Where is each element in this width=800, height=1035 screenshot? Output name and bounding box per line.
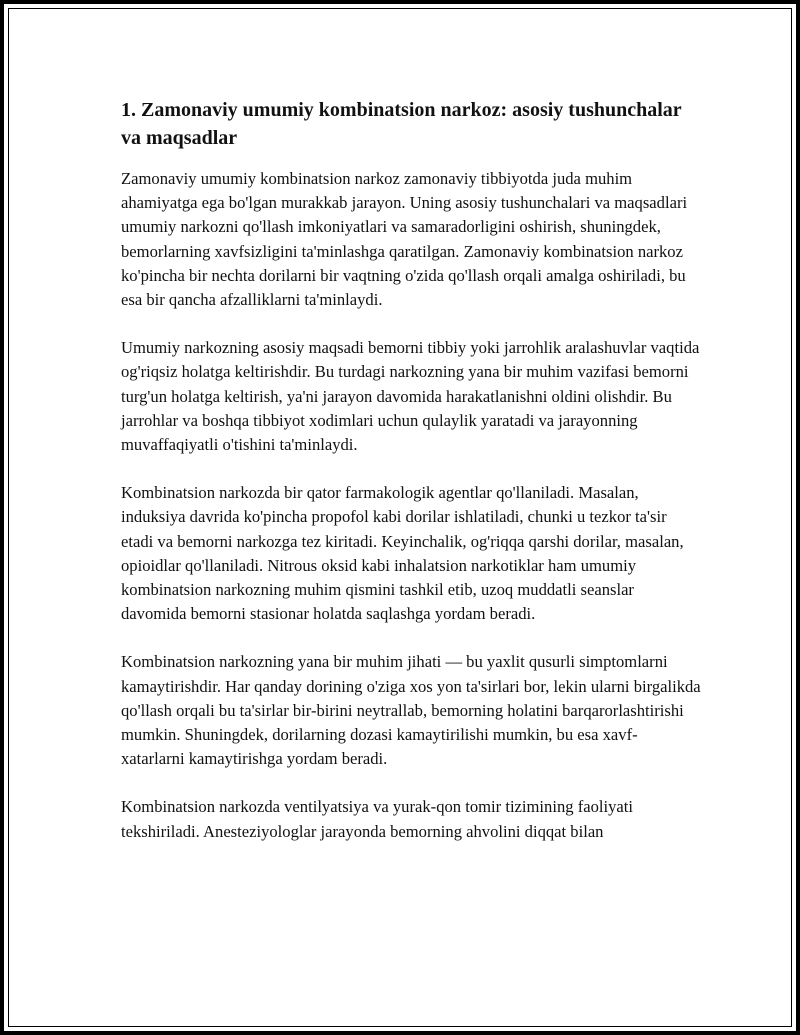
section-heading: 1. Zamonaviy umumiy kombinatsion narkoz: asosiy tushunchalar va maqsadlar [121, 99, 682, 149]
document-body [121, 96, 701, 868]
paragraph: Kombinatsion narkozda bir qator farmakologik agentlar qo'llaniladi. Masalan, induksiya davrida ko'pincha propofol kabi dorilar ishlatiladi, chunki u tezkor ta'sir etadi va bemorni narkozga tez kiritadi. Keyinchalik, og'riqqa qarshi dorilar, masalan, opioidlar qo'llaniladi. Nitrous oksid kabi inhalatsion narkotiklar ham umumiy kombinatsion narkozning muhim qismini tashkil etib, uzoq muddatli seanslar davomida bemorni stasionar holatda saqlashga yordam beradi. [121, 483, 684, 624]
paragraph: Zamonaviy umumiy kombinatsion narkoz zamonaviy tibbiyotda juda muhim ahamiyatga ega bo'lgan murakkab jarayon. Uning asosiy tushunchalari va maqsadlari umumiy narkozni qo'llash imkoniyatlari va samaradorligini oshirish, shuningdek, bemorlarning xavfsizligini ta'minlashga qaratilgan. Zamonaviy kombinatsion narkoz ko'pincha bir nechta dorilarni bir vaqtning o'zida qo'llash orqali amalga oshiriladi, bu esa bir qancha afzalliklarni ta'minlaydi. [121, 169, 688, 310]
paragraph: Kombinatsion narkozning yana bir muhim jihati — bu yaxlit qusurli simptomlarni kamaytirishdir. Har qanday dorining o'ziga xos yon ta'sirlari bor, lekin ularni birgalikda qo'llash orqali bu ta'sirlar bir-birini neytrallab, bemorning holatini barqarorlashtirishi mumkin. Shuningdek, dorilarning dozasi kamaytirilishi mumkin, bu esa xavf-xatarlarni kamaytirishga yordam beradi. [121, 652, 701, 769]
paragraph: Umumiy narkozning asosiy maqsadi bemorni tibbiy yoki jarrohlik aralashuvlar vaqtida og'riqsiz holatga keltirishdir. Bu turdagi narkozning yana bir muhim vazifasi bemorni turg'un holatga keltirish, ya'ni jarayon davomida harakatlanishni oldini olishdir. Bu jarrohlar va boshqa tibbiyot xodimlari uchun qulaylik yaratadi va jarayonning muvaffaqiyatli o'tishini ta'minlaydi. [121, 338, 700, 455]
paragraph: Kombinatsion narkozda ventilyatsiya va yurak-qon tomir tizimining faoliyati tekshiriladi. Anesteziyologlar jarayonda bemorning ahvolini diqqat bilan [121, 797, 633, 841]
